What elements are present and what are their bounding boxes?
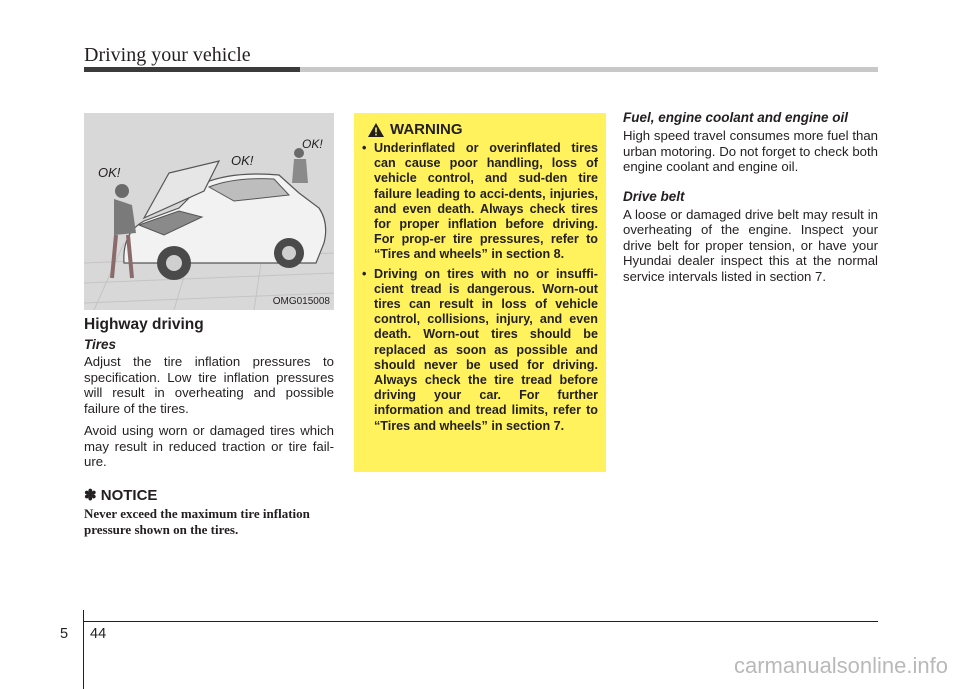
ok-label-middle: OK! [231, 153, 254, 168]
watermark-text: carmanualsonline.info [733, 653, 948, 678]
tires-subheading: Tires [84, 337, 117, 352]
header-rule [84, 67, 878, 72]
tires-paragraph-1: Adjust the tire inflation pressures to specification. Low tire inflation pressures will result in overheating and possible failure of the tires. [84, 354, 334, 416]
warning-header [368, 121, 598, 138]
right-column [623, 110, 878, 298]
header-rule-accent [84, 67, 300, 72]
page-number: 44 [90, 626, 107, 642]
highway-driving-heading: Highway driving [84, 316, 204, 333]
warning-title: WARNING [390, 121, 463, 138]
fuel-subheading: Fuel, engine coolant and engine oil [623, 110, 849, 125]
left-column [84, 316, 334, 538]
notice-text: Never exceed the maximum tire inflation pressure shown on the tires. [84, 505, 310, 537]
tires-paragraph-2: Avoid using worn or damaged tires which may result in reduced traction or tire fail-ure. [84, 423, 334, 469]
car-illustration-drawing [84, 113, 334, 310]
ok-label-left: OK! [98, 165, 121, 180]
drive-belt-subheading: Drive belt [623, 188, 685, 204]
footer-divider [83, 610, 84, 689]
warning-box [354, 113, 606, 472]
notice-heading: ✽ NOTICE [84, 486, 158, 504]
ok-label-right: OK! [302, 137, 323, 151]
chapter-number: 5 [60, 626, 69, 642]
drive-belt-paragraph: A loose or damaged drive belt may result in overheating of the engine. Inspect your drive belt for proper tension, or have your Hyundai dealer inspect this at the normal service intervals listed in section 7. [623, 206, 878, 284]
page-header-title: Driving your vehicle [84, 44, 251, 66]
footer-rule [84, 621, 878, 622]
warning-list [362, 141, 598, 434]
warning-item: • Underinflated or overinflated tires can cause poor handling, loss of vehicle control, and sud-den tire failure leading to acci-dents, injuries, and even death. Always check tires for proper inflation before driving. For prop-er tire pressures, refer to “Tires and wheels” in section 8. [362, 141, 598, 262]
fuel-paragraph: High speed travel consumes more fuel than urban motoring. Do not forget to check both engine coolant and engine oil. [623, 128, 878, 174]
warning-item-text: Underinflated or overinflated tires can cause poor handling, loss of vehicle control, and sud-den tire failure leading to acci-dents, injuries, and even death. Always check tires for proper inflation before driving. For prop-er tire pressures, refer to “Tires and wheels” in section 8. [374, 141, 598, 262]
warning-item-text: Driving on tires with no or insuffi-cient tread is dangerous. Worn-out tires can result in loss of vehicle control, collisions, injury, and even death. Worn-out tires should be replaced as soon as possible and should never be used for driving. Always check the tire tread before driving your car. For further information and tread limits, refer to “Tires and wheels” in section 7. [374, 266, 598, 433]
warning-triangle-icon [368, 123, 384, 137]
figure-code: OMG015008 [272, 296, 330, 307]
warning-item: • Driving on tires with no or insuffi-cient tread is dangerous. Worn-out tires can result in loss of vehicle control, collisions, injury, and even death. Worn-out tires should be replaced as soon as possible and should never be used for driving. Always check the tire tread before driving your car. For further information and tread limits, refer to “Tires and wheels” in section 7. [362, 266, 598, 433]
car-inspection-illustration [84, 113, 334, 310]
